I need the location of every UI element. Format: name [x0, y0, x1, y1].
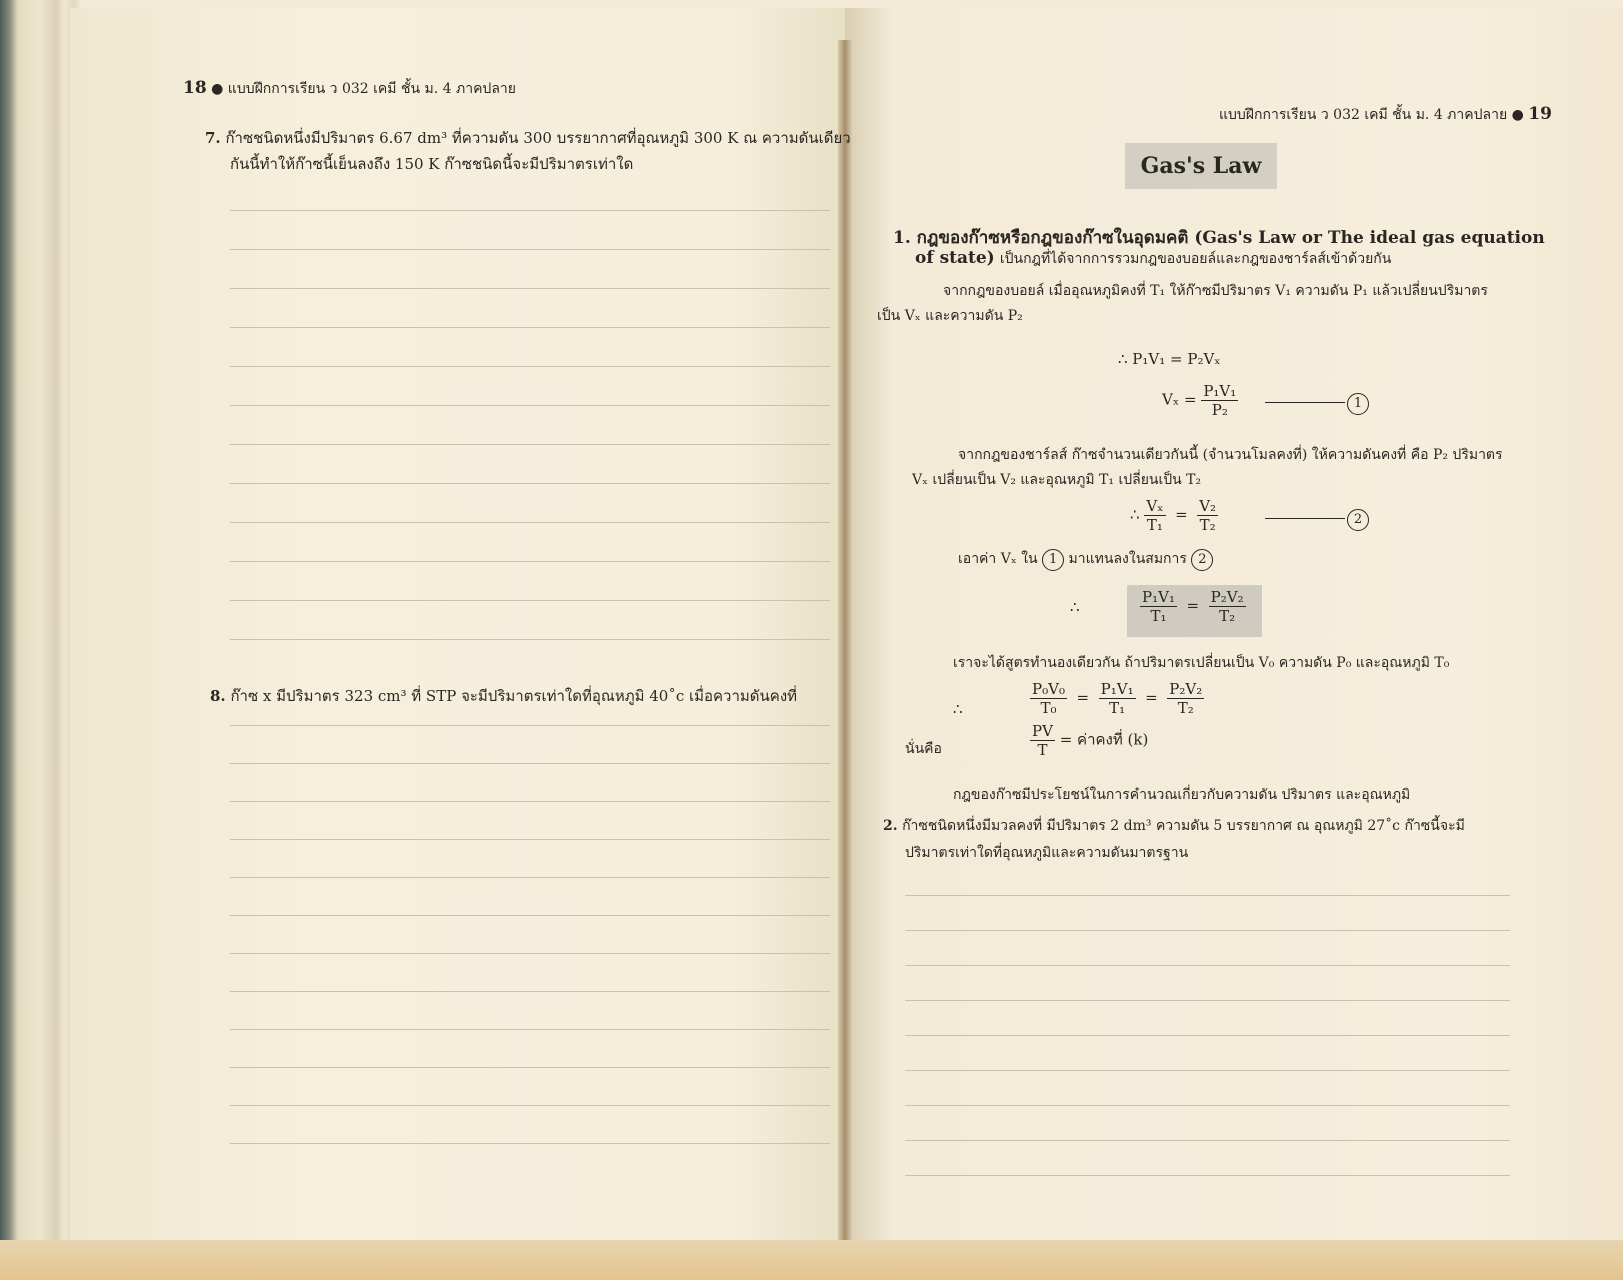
equation-vx [1162, 382, 1238, 419]
answer-line [905, 965, 1510, 966]
answer-line [230, 600, 830, 601]
combined-gas-law-equation [1140, 588, 1246, 625]
answer-line [230, 1105, 830, 1106]
answer-line [905, 930, 1510, 931]
answer-line [230, 210, 830, 211]
answer-line [230, 1067, 830, 1068]
fraction [1167, 680, 1204, 717]
heading-text: กฎของก๊าซหรือกฎของก๊าซในอุดมคติ (Gas's Law or The ideal gas equation [916, 228, 1545, 248]
numerator: PV [1032, 722, 1053, 740]
paragraph-boyle-cont: เป็น Vₓ และความดัน P₂ [877, 308, 1023, 324]
question-7-line2: กันนี้ทำให้ก๊าซนี้เย็นลงถึง 150 K ก๊าซชนิดนี้จะมีปริมาตรเท่าใด [230, 155, 634, 173]
question-number: 2. [883, 818, 898, 834]
answer-line [230, 839, 830, 840]
circled-number: 1 [1042, 549, 1064, 571]
answer-line [230, 953, 830, 954]
denominator: T₂ [1199, 516, 1216, 534]
answer-line [905, 1035, 1510, 1036]
note-text: เอาค่า Vₓ ใน [958, 551, 1038, 567]
left-page-number: 18 [183, 78, 207, 98]
answer-line [230, 561, 830, 562]
paragraph-boyle: จากกฎของบอยล์ เมื่ออุณหภูมิคงที่ T₁ ให้ก๊าซมีปริมาตร V₁ ความดัน P₁ แล้วเปลี่ยนปริมาตร [943, 283, 1488, 299]
answer-line [230, 444, 830, 445]
question-text: ก๊าซ x มีปริมาตร 323 cm³ ที่ STP จะมีปริมาตรเท่าใดที่อุณหภูมิ 40˚c เมื่อความดันคงที่ [230, 687, 798, 705]
bullet: ● [211, 81, 224, 97]
fraction [1140, 588, 1177, 625]
question-number: 7. [205, 129, 221, 147]
question-2-line2: ปริมาตรเท่าใดที่อุณหภูมิและความดันมาตรฐาน [905, 845, 1189, 861]
answer-line [230, 405, 830, 406]
leader-line [1265, 402, 1345, 403]
denominator: T₁ [1150, 607, 1167, 625]
denominator: T₁ [1109, 699, 1126, 717]
paragraph-charles-cont: Vₓ เปลี่ยนเป็น V₂ และอุณหภูมิ T₁ เปลี่ยนเป็น T₂ [912, 472, 1202, 488]
numerator: P₁V₁ [1203, 382, 1237, 400]
equation-charles [1130, 497, 1218, 534]
answer-line [230, 639, 830, 640]
paragraph-general: เราจะได้สูตรทำนองเดียวกัน ถ้าปริมาตรเปลี่ยนเป็น V₀ ความดัน P₀ และอุณหภูมิ T₀ [953, 655, 1450, 671]
question-7 [205, 126, 851, 150]
answer-line [905, 1000, 1510, 1001]
fraction [1197, 497, 1218, 534]
item-number: 1. [893, 228, 911, 248]
right-header-title: แบบฝึกการเรียน ว 032 เคมี ชั้น ม. 4 ภาคปลาย [1219, 107, 1508, 123]
question-text: ก๊าซชนิดหนึ่งมีปริมาตร 6.67 dm³ ที่ความดัน 300 บรรยากาศที่อุณหภูมิ 300 K ณ ความดันเดียว [225, 129, 851, 147]
question-number: 8. [210, 687, 226, 705]
answer-line [230, 1029, 830, 1030]
answer-line [230, 288, 830, 289]
item-1-heading-line2 [915, 248, 1391, 270]
eq-rhs: = ค่าคงที่ (k) [1059, 730, 1149, 749]
answer-line [905, 1105, 1510, 1106]
answer-line [230, 327, 830, 328]
fraction [1030, 680, 1067, 717]
question-2 [883, 815, 1465, 837]
denominator: T₂ [1177, 699, 1194, 717]
numerator: V₂ [1199, 497, 1217, 515]
left-page-header [183, 78, 516, 100]
equals: = [1170, 505, 1193, 524]
numerator: P₂V₂ [1169, 680, 1203, 698]
numerator: P₁V₁ [1142, 588, 1175, 606]
bullet: ● [1511, 107, 1524, 123]
equals: = [1181, 596, 1204, 615]
numerator: Vₓ [1146, 497, 1164, 515]
book-gutter [838, 40, 852, 1250]
answer-line [230, 483, 830, 484]
circled-number: 2 [1191, 549, 1213, 571]
circled-number: 2 [1347, 509, 1369, 531]
item-1-heading [893, 224, 1545, 251]
equals: = [1071, 688, 1094, 707]
numerator: P₁V₁ [1100, 680, 1134, 698]
left-header-title: แบบฝึกการเรียน ว 032 เคมี ชั้น ม. 4 ภาคปลาย [227, 81, 516, 97]
numerator: P₀V₀ [1032, 680, 1065, 698]
paragraph-charles: จากกฎของชาร์ลส์ ก๊าซจำนวนเดียวกันนี้ (จำนวนโมลคงที่) ให้ความดันคงที่ คือ P₂ ปริมาตร [958, 447, 1503, 463]
heading-text-cont: of state) [915, 248, 995, 268]
book-page-stack [0, 0, 80, 1280]
answer-line [230, 1143, 830, 1144]
fraction [1144, 497, 1165, 534]
heading-description: เป็นกฎที่ได้จากการรวมกฎของบอยล์และกฎของชาร์ลส์เข้าด้วยกัน [999, 251, 1392, 267]
equation-marker-2 [1265, 508, 1369, 531]
note-text: มาแทนลงในสมการ [1068, 551, 1187, 567]
right-page-header [1219, 104, 1552, 126]
general-gas-equation [1030, 680, 1204, 717]
answer-line [230, 725, 830, 726]
answer-line [905, 895, 1510, 896]
answer-line [230, 801, 830, 802]
right-page-number: 19 [1528, 104, 1552, 124]
fraction [1201, 382, 1238, 419]
therefore-symbol: ∴ [1070, 598, 1080, 616]
substitution-note [958, 548, 1213, 571]
circled-number: 1 [1347, 393, 1369, 415]
numerator: P₂V₂ [1210, 588, 1244, 606]
therefore-symbol: ∴ [953, 700, 963, 718]
denominator: P₂ [1211, 401, 1228, 419]
answer-line [905, 1175, 1510, 1176]
denominator: T₂ [1219, 607, 1236, 625]
question-8 [210, 684, 797, 708]
leader-line [1265, 518, 1345, 519]
answer-line [905, 1070, 1510, 1071]
answer-line [230, 991, 830, 992]
conclusion-label: นั่นคือ [905, 741, 942, 757]
therefore-symbol: ∴ [1130, 505, 1140, 524]
equation-marker-1 [1265, 392, 1369, 415]
question-text: ก๊าซชนิดหนึ่งมีมวลคงที่ มีปริมาตร 2 dm³ ความดัน 5 บรรยากาศ ณ อุณหภูมิ 27˚c ก๊าซนี้จะมี [902, 818, 1465, 834]
section-title: Gas's Law [1125, 143, 1277, 189]
answer-line [905, 1140, 1510, 1141]
fraction [1030, 722, 1055, 759]
eq-lhs: Vₓ = [1162, 390, 1197, 409]
denominator: T₁ [1146, 516, 1163, 534]
answer-line [230, 366, 830, 367]
equation-boyle: ∴ P₁V₁ = P₂Vₓ [1118, 350, 1221, 368]
left-page [70, 8, 845, 1248]
paragraph-usage: กฎของก๊าซมีประโยชน์ในการคำนวณเกี่ยวกับความดัน ปริมาตร และอุณหภูมิ [953, 787, 1411, 803]
page-bottom-edge [0, 1240, 1623, 1280]
answer-line [230, 877, 830, 878]
denominator: T [1037, 741, 1048, 759]
constant-equation [1030, 722, 1148, 759]
denominator: T₀ [1040, 699, 1057, 717]
fraction [1209, 588, 1246, 625]
answer-line [230, 522, 830, 523]
answer-line [230, 249, 830, 250]
answer-line [230, 915, 830, 916]
answer-line [230, 763, 830, 764]
equals: = [1140, 688, 1163, 707]
fraction [1099, 680, 1136, 717]
